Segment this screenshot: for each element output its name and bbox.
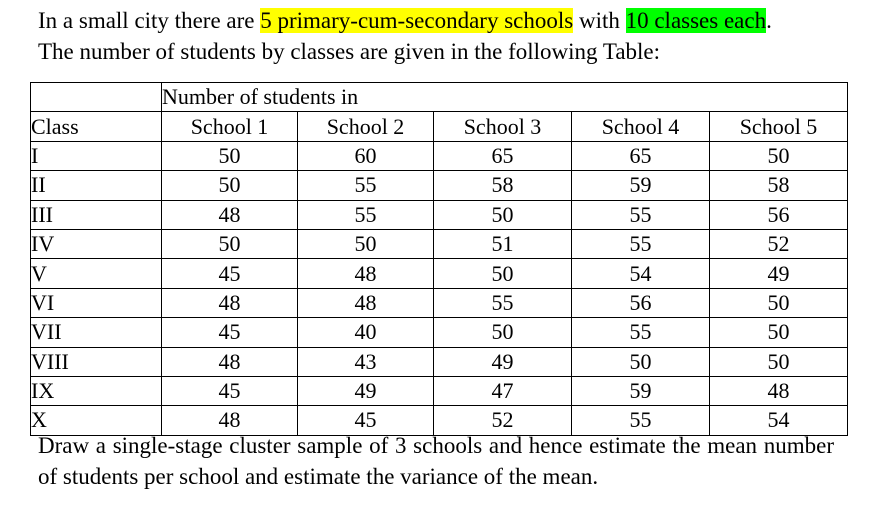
student-count-cell: 47 bbox=[434, 376, 572, 405]
student-count-cell: 50 bbox=[434, 259, 572, 288]
student-count-cell: 45 bbox=[162, 259, 298, 288]
student-count-cell: 55 bbox=[298, 171, 434, 200]
student-count-cell: 48 bbox=[162, 200, 298, 229]
student-count-cell: 45 bbox=[162, 318, 298, 347]
table-row bbox=[31, 141, 848, 170]
student-count-cell: 48 bbox=[162, 288, 298, 317]
student-count-cell: 50 bbox=[572, 347, 710, 376]
student-count-cell: 50 bbox=[710, 141, 848, 170]
student-count-cell: 50 bbox=[162, 229, 298, 258]
table-row bbox=[31, 288, 848, 317]
student-count-cell: 56 bbox=[572, 288, 710, 317]
intro-text-1: In a small city there are bbox=[38, 8, 261, 33]
student-count-cell: 55 bbox=[298, 200, 434, 229]
table-header-row bbox=[31, 112, 848, 141]
student-count-cell: 40 bbox=[298, 318, 434, 347]
student-count-cell: 51 bbox=[434, 229, 572, 258]
student-count-cell: 48 bbox=[162, 406, 298, 435]
student-count-cell: 48 bbox=[162, 347, 298, 376]
student-count-cell: 54 bbox=[572, 259, 710, 288]
table-row bbox=[31, 229, 848, 258]
student-count-cell: 50 bbox=[298, 229, 434, 258]
table-row bbox=[31, 318, 848, 347]
student-count-cell: 50 bbox=[434, 200, 572, 229]
student-count-cell: 58 bbox=[434, 171, 572, 200]
student-count-cell: 52 bbox=[710, 229, 848, 258]
school-header: School 1 bbox=[162, 112, 298, 141]
school-header: School 4 bbox=[572, 112, 710, 141]
student-count-cell: 50 bbox=[710, 318, 848, 347]
student-count-cell: 50 bbox=[162, 141, 298, 170]
problem-intro bbox=[38, 5, 858, 67]
table-group-header-row bbox=[31, 83, 848, 112]
table-row bbox=[31, 171, 848, 200]
student-count-cell: 56 bbox=[710, 200, 848, 229]
class-cell: IV bbox=[31, 229, 162, 258]
student-count-cell: 58 bbox=[710, 171, 848, 200]
table-row bbox=[31, 347, 848, 376]
table-row bbox=[31, 259, 848, 288]
intro-text-2: with bbox=[573, 8, 626, 33]
table-row bbox=[31, 376, 848, 405]
student-count-cell: 43 bbox=[298, 347, 434, 376]
problem-instruction: Draw a single-stage cluster sample of 3 schools and hence estimate the mean number of students per school and estimate the variance of the mean. bbox=[38, 433, 834, 489]
intro-line-2: The number of students by classes are given in the following Table: bbox=[38, 39, 661, 64]
student-count-cell: 65 bbox=[434, 141, 572, 170]
student-count-cell: 49 bbox=[710, 259, 848, 288]
student-count-cell: 65 bbox=[572, 141, 710, 170]
student-count-cell: 59 bbox=[572, 171, 710, 200]
student-count-cell: 50 bbox=[710, 288, 848, 317]
student-count-cell: 59 bbox=[572, 376, 710, 405]
student-count-cell: 55 bbox=[572, 318, 710, 347]
class-cell: VI bbox=[31, 288, 162, 317]
student-count-cell: 49 bbox=[298, 376, 434, 405]
student-count-cell: 55 bbox=[572, 406, 710, 435]
student-count-cell: 45 bbox=[162, 376, 298, 405]
student-count-cell: 48 bbox=[710, 376, 848, 405]
intro-text-3: . bbox=[766, 8, 772, 33]
class-header: Class bbox=[31, 112, 162, 141]
class-cell: II bbox=[31, 171, 162, 200]
student-count-cell: 52 bbox=[434, 406, 572, 435]
class-cell: VIII bbox=[31, 347, 162, 376]
student-count-cell: 45 bbox=[298, 406, 434, 435]
students-table bbox=[30, 82, 848, 436]
class-cell: I bbox=[31, 141, 162, 170]
class-cell: VII bbox=[31, 318, 162, 347]
school-header: School 5 bbox=[710, 112, 848, 141]
student-count-cell: 50 bbox=[434, 318, 572, 347]
class-cell: IX bbox=[31, 376, 162, 405]
empty-corner-cell bbox=[31, 83, 162, 112]
student-count-cell: 55 bbox=[572, 200, 710, 229]
student-count-cell: 50 bbox=[710, 347, 848, 376]
class-cell: X bbox=[31, 406, 162, 435]
table-row bbox=[31, 200, 848, 229]
class-cell: III bbox=[31, 200, 162, 229]
student-count-cell: 60 bbox=[298, 141, 434, 170]
student-count-cell: 54 bbox=[710, 406, 848, 435]
student-count-cell: 55 bbox=[572, 229, 710, 258]
highlight-classes: 10 classes each bbox=[625, 8, 767, 33]
student-count-cell: 48 bbox=[298, 259, 434, 288]
school-header: School 3 bbox=[434, 112, 572, 141]
student-count-cell: 48 bbox=[298, 288, 434, 317]
highlight-schools: 5 primary-cum-secondary schools bbox=[260, 8, 574, 33]
student-count-cell: 49 bbox=[434, 347, 572, 376]
group-header: Number of students in bbox=[162, 83, 848, 112]
student-count-cell: 55 bbox=[434, 288, 572, 317]
student-count-cell: 50 bbox=[162, 171, 298, 200]
class-cell: V bbox=[31, 259, 162, 288]
school-header: School 2 bbox=[298, 112, 434, 141]
